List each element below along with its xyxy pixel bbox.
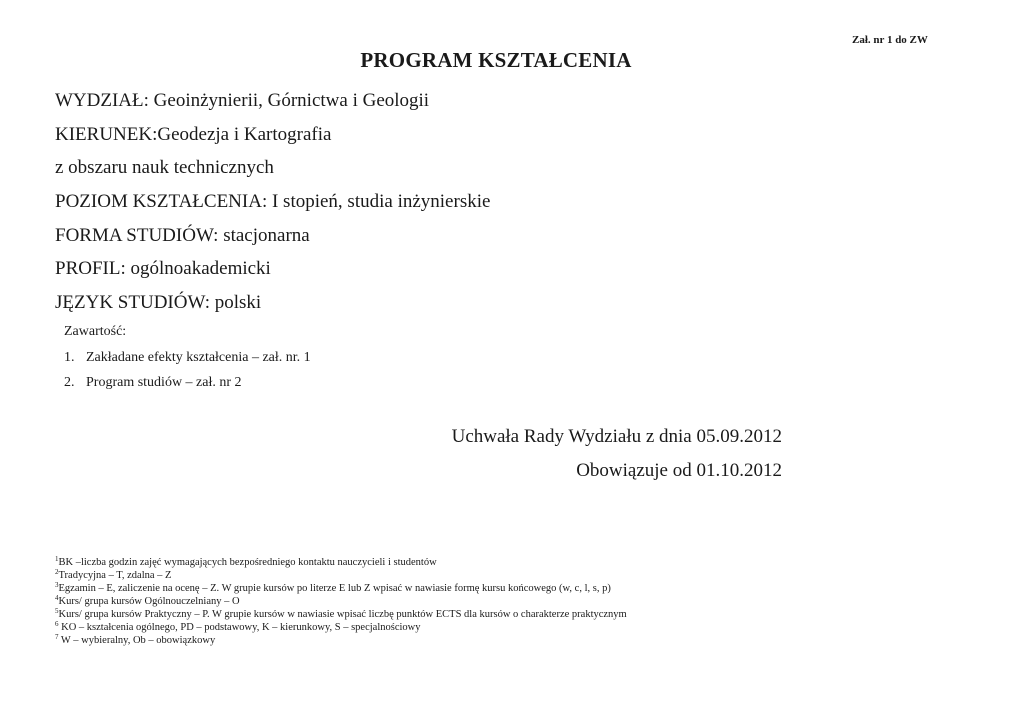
footnote-text: W – wybieralny, Ob – obowiązkowy [58, 635, 216, 646]
contents-item-number: 2. [64, 375, 75, 390]
footnote [55, 569, 627, 582]
footnote [55, 634, 627, 647]
footnote [55, 621, 627, 634]
footnote [55, 608, 627, 621]
footnote-mark: 2 [55, 568, 59, 576]
science-area-line: z obszaru nauk technicznych [55, 157, 274, 178]
effective-date-line: Obowiązuje od 01.10.2012 [576, 460, 782, 481]
footnote [55, 582, 627, 595]
faculty-line: WYDZIAŁ: Geoinżynierii, Górnictwa i Geologii [55, 90, 430, 111]
contents-item-text: Zakładane efekty kształcenia – zał. nr. 1 [86, 350, 311, 365]
footnote-text: KO – kształcenia ogólnego, PD – podstawowy, K – kierunkowy, S – specjalnościowy [58, 622, 421, 633]
contents-item [64, 350, 311, 366]
footnote-text: Tradycyjna – T, zdalna – Z [58, 570, 172, 581]
footnote-mark: 4 [55, 594, 59, 602]
footnote-text: Egzamin – E, zaliczenie na ocenę – Z. W grupie kursów po literze E lub Z wpisać w nawiasie formę kursu końcowego (w, c, l, s, p) [58, 583, 611, 594]
footnote-text: Kurs/ grupa kursów Praktyczny – P. W grupie kursów w nawiasie wpisać liczbę punktów ECTS dla kursów o charakterze praktycznym [58, 609, 627, 620]
contents-item [64, 375, 242, 391]
profile-line: PROFIL: ogólnoakademicki [55, 258, 271, 279]
footnote-mark: 6 [55, 620, 59, 628]
resolution-date-line: Uchwała Rady Wydziału z dnia 05.09.2012 [451, 426, 782, 447]
footnote-text: Kurs/ grupa kursów Ogólnouczelniany – O [58, 596, 240, 607]
contents-item-number: 1. [64, 350, 75, 365]
footnotes [55, 556, 627, 647]
study-form-line: FORMA STUDIÓW: stacjonarna [55, 225, 310, 246]
footnote-mark: 7 [55, 633, 59, 641]
footnote [55, 595, 627, 608]
footnote-mark: 3 [55, 581, 59, 589]
field-of-study-line: KIERUNEK:Geodezja i Kartografia [55, 124, 332, 145]
footnote [55, 556, 627, 569]
contents-label: Zawartość: [64, 324, 127, 339]
footnote-text: BK –liczba godzin zajęć wymagających bezpośredniego kontaktu nauczycieli i studentów [58, 557, 437, 568]
education-level-line: POZIOM KSZTAŁCENIA: I stopień, studia inżynierskie [55, 191, 491, 212]
annex-label: Zał. nr 1 do ZW [852, 34, 928, 46]
study-language-line: JĘZYK STUDIÓW: polski [55, 292, 262, 313]
page-title: PROGRAM KSZTAŁCENIA [360, 48, 632, 72]
footnote-mark: 1 [55, 555, 59, 563]
contents-item-text: Program studiów – zał. nr 2 [86, 375, 242, 390]
footnote-mark: 5 [55, 607, 59, 615]
